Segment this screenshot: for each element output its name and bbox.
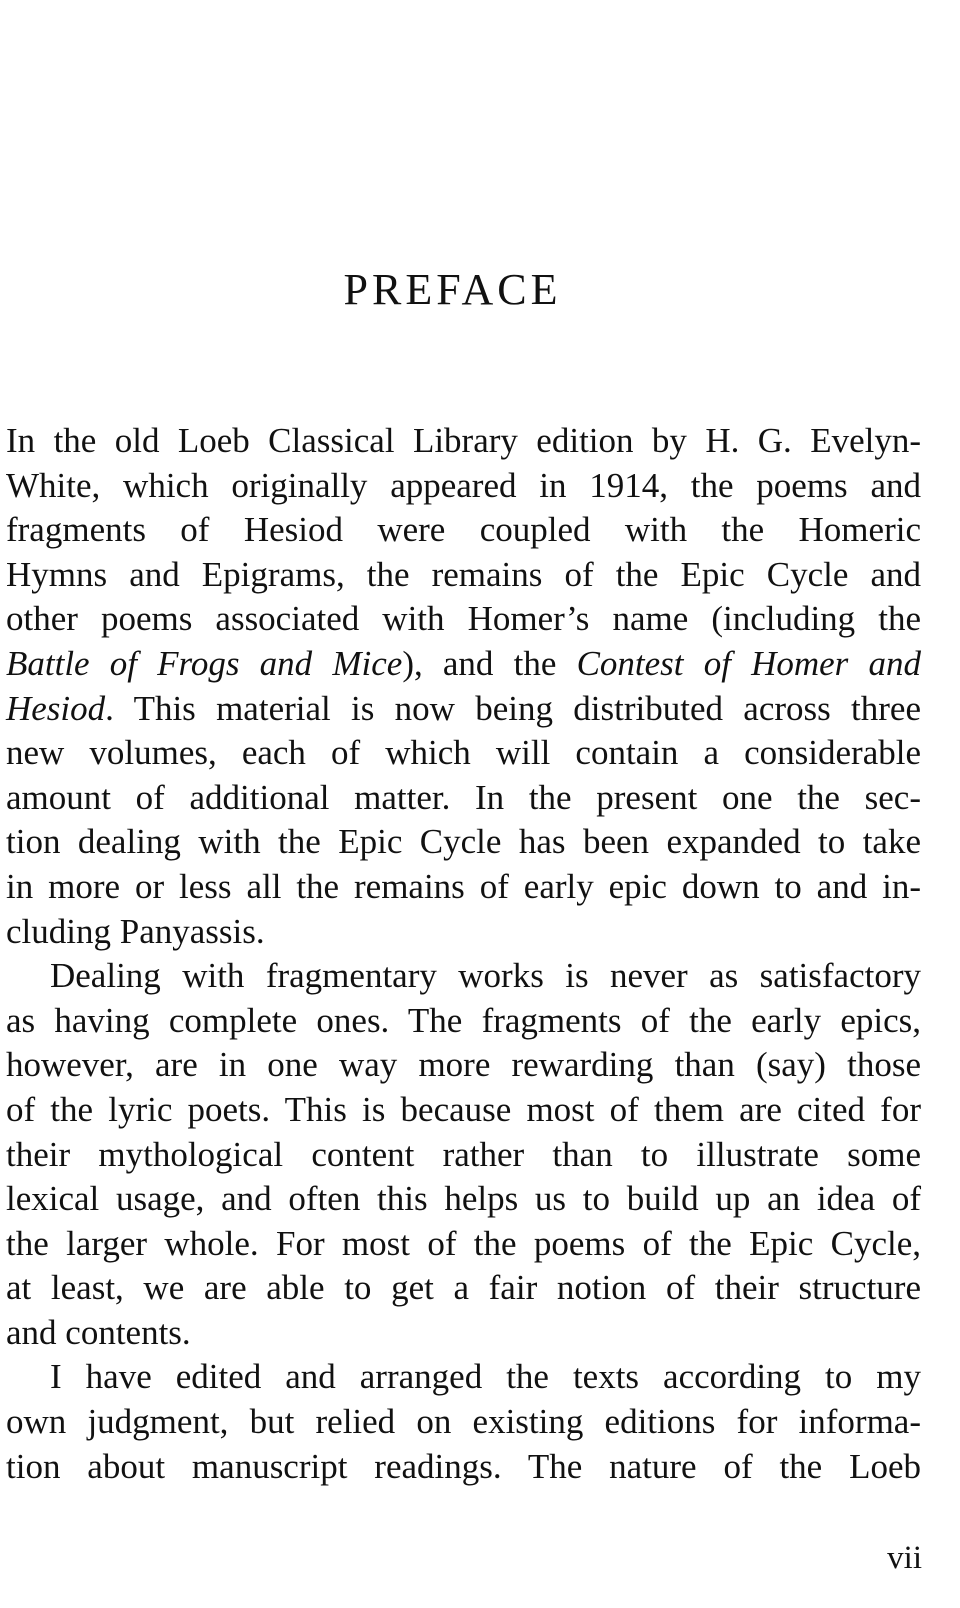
text-line: lexical usage, and often this helps us to build up an idea of xyxy=(6,1179,921,1219)
work-title-italic: Battle of Frogs and Mice xyxy=(6,643,403,683)
text-line: other poems associated with Homer’s name (including the xyxy=(6,599,921,639)
text-line: at least, we are able to get a fair notion of their structure xyxy=(6,1268,921,1308)
text-line: tion about manuscript readings. The nature of the Loeb xyxy=(6,1446,921,1486)
text-line: their mythological content rather than to illustrate some xyxy=(6,1134,921,1174)
text-line: White, which originally appeared in 1914, the poems and xyxy=(6,465,921,505)
text-line: own judgment, but relied on existing editions for informa- xyxy=(6,1402,921,1442)
text-line: as having complete ones. The fragments of the early epics, xyxy=(6,1000,921,1040)
text-line: Dealing with fragmentary works is never as satisfactory xyxy=(50,956,921,996)
page-title: PREFACE xyxy=(343,265,562,314)
text-line: and contents. xyxy=(6,1312,191,1352)
text-line: I have edited and arranged the texts according to my xyxy=(50,1357,921,1397)
text-line xyxy=(6,642,921,687)
work-title-italic: Contest of Homer and xyxy=(576,643,921,683)
page-number: vii xyxy=(887,1540,922,1576)
work-title-italic: Hesiod xyxy=(6,688,106,728)
text-line: however, are in one way more rewarding than (say) those xyxy=(6,1045,921,1085)
text-line: In the old Loeb Classical Library edition by H. G. Evelyn- xyxy=(6,421,921,460)
text-line: Hymns and Epigrams, the remains of the Epic Cycle and xyxy=(6,554,921,594)
text-line: of the lyric poets. This is because most of them are cited for xyxy=(6,1089,921,1129)
text-line: in more or less all the remains of early epic down to and in- xyxy=(6,866,921,906)
text-line: new volumes, each of which will contain a considerable xyxy=(6,733,921,773)
text-line xyxy=(6,687,921,732)
text-line: the larger whole. For most of the poems of the Epic Cycle, xyxy=(6,1223,921,1263)
text-fragment: . This material is now being distributed across three xyxy=(105,688,921,728)
text-line: tion dealing with the Epic Cycle has been expanded to take xyxy=(6,822,921,862)
text-fragment: ), and the xyxy=(402,643,577,683)
text-line: amount of additional matter. In the present one the sec- xyxy=(6,777,921,817)
text-line: cluding Panyassis. xyxy=(6,911,265,951)
text-line: fragments of Hesiod were coupled with the Homeric xyxy=(6,510,921,550)
preface-body xyxy=(6,419,921,1489)
